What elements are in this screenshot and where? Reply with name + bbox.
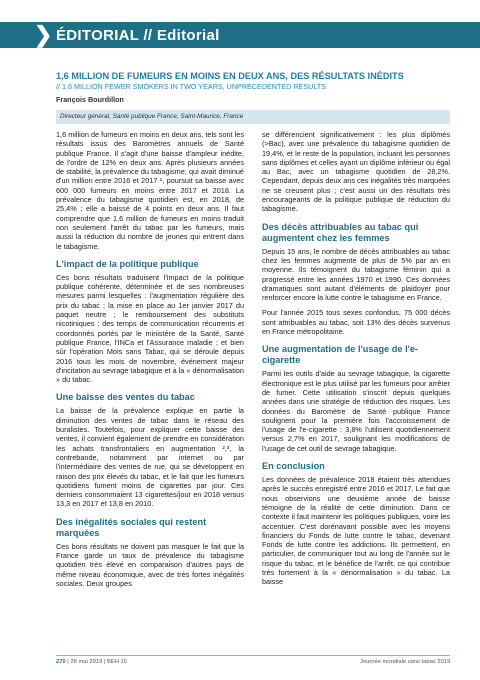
right-column: [262, 130, 450, 587]
paragraph: Parmi les outils d'aide au sevrage tabagique, la cigarette électronique est le plus utilisé par les fumeurs pour arrêter de fumer. Cette utilisation s'inscrit depuis quelques années dans une stratégie de réduction des risques. Les données du Baromètre de Santé publique France soulignent pour la première fois l'accroissement de l'usage de l'e-cigarette : 3,8% l'utilisent quotidiennement versus 2,7% en 2017, soulignant les modifications de l'usage de cet outil de sevrage tabagique.: [262, 369, 450, 453]
issue-info: | 28 mai 2019 | BEH 15: [67, 659, 128, 665]
paragraph: 1,6 million de fumeurs en moins en deux ans, tels sont les résultats issus des Baromètres annuels de Santé publique France. Il s'agit d'une baisse d'ampleur inédite, de l'ordre de 12% en deux ans. Après plusieurs années de stabilité, la prévalence du tabagisme, qui avait diminué d'un million entre 2016 et 2017 ¹, poursuit sa baisse avec 600 000 fumeurs en moins entre 2017 et 2018. La prévalence du tabagisme quotidien est, en 2018, de 25,4% ; elle a baissé de 4 points en deux ans. Il faut comprendre que 1,6 million de fumeurs en moins traduit non seulement l'arrêt du tabac par les fumeurs, mais aussi la réduction du nombre de jeunes qui entrent dans le tabagisme.: [56, 130, 244, 251]
paragraph: Les données de prévalence 2018 étaient très attendues après le succès enregistré entre 2016 et 2017. Le fait que nous observions une deuxième année de baisse témoigne de la réalité de cette diminution. Dans ce contexte il faut maintenir les politiques publiques, voire les accentuer. C'est dorénavant possible avec les moyens financiers du Fonds de lutte contre le tabac, devenant Fonds de lutte contre les addictions. Ils permettent, en particulier, de communiquer tout au long de l'année sur le risque du tabac, et le bénéfice de l'arrêt, ce qui contribue très fortement à la « dénormalisation » du tabac. La baisse: [262, 475, 450, 587]
paragraph: se différencient significativement : les plus diplômés (>Bac), avec une prévalence du tabagisme quotidien de 19,4%, et le reste de la population, incluant les personnes sans diplômes et celles ayant un diplôme inférieur ou égal au Bac, avec un tabagisme quotidien de 28,2%. Cependant, depuis deux ans ces inégalités très marquées ne se creusent plus ; c'est aussi un des résultats très encourageants de la politique publique de réduction du tabagisme.: [262, 130, 450, 214]
author-affiliation: Directeur général, Santé publique France, Saint-Maurice, France: [60, 113, 244, 120]
paragraph: La baisse de la prévalence explique en partie la diminution des ventes de tabac dans le réseau des buralistes. Toutefois, pour expliquer cette baisse des ventes, il convient également de prendre en considération les achats transfrontaliers en augmentation ²,³, la contrebande, notamment par internet ou par l'intermédiaire des ventes de rue, qui se développent en raison des prix élevés du tabac, et le fait que les fumeurs quotidiens fument moins de cigarettes par jour. Ces derniers consommaient 13 cigarettes/jour en 2018 versus 13,3 en 2017 et 13,8 en 2010.: [56, 406, 244, 509]
left-column: [56, 130, 244, 588]
page-number: 270: [56, 659, 66, 665]
section-title: ÉDITORIAL // Editorial: [56, 27, 220, 44]
section-heading: Des inégalités sociales qui restent marquées: [56, 516, 207, 538]
article-title: 1,6 MILLION DE FUMEURS EN MOINS EN DEUX ANS, DES RÉSULTATS INÉDITS: [56, 71, 404, 81]
section-heading: Une augmentation de l'usage de l'e-cigarette: [262, 344, 418, 366]
section-heading: L'impact de la politique publique: [56, 258, 199, 269]
footer-journal: Journée mondiale sans tabac 2019: [360, 659, 451, 665]
paragraph: Depuis 15 ans, le nombre de décès attribuables au tabac chez les femmes augmente de plus de 5% par an en moyenne. Ils témoignent du tabagisme féminin qui a progressé entre les années 1970 et 1990. Ces données dramatiques sont autant d'éléments de plaidoyer pour renforcer encore la lutte contre le tabagisme en France.: [262, 246, 450, 303]
paragraph: Ces bons résultats ne doivent pas masquer le fait que la France garde un taux de prévalence du tabagisme quotidien très élevé en comparaison d'autres pays de même niveau économique, avec de très fortes inégalités sociales. Deux groupes: [56, 541, 244, 588]
section-heading: Une baisse des ventes du tabac: [56, 392, 195, 403]
section-heading: Des décès attribuables au tabac qui augmentent chez les femmes: [262, 221, 419, 243]
footer-divider: [56, 655, 450, 656]
section-heading: En conclusion: [262, 461, 325, 472]
author-name: François Bourdillon: [56, 95, 124, 104]
article-subtitle: // 1.6 MILLION FEWER SMOKERS IN TWO YEARS, UNPRECEDENTED RESULTS: [56, 82, 326, 91]
footer-issue: [56, 659, 127, 665]
chevron-right-icon: ❯: [34, 22, 53, 47]
paragraph: Ces bons résultats traduisent l'impact de la politique publique cohérente, déterminée et de ses nombreuses mesures parmi lesquelles : l'augmentation régulière des prix du tabac ; la mise en place au 1er janvier 2017 du paquet neutre ; le remboursement des substituts nicotiniques ; des temps de communication récurrents et coordonnés portés par le ministère de la Santé, Santé publique France, l'INCa et l'Assurance maladie ; et bien sûr l'opération Mois sans Tabac, qui se déroule depuis 2016 tous les mois de novembre, événement majeur d'incitation au sevrage tabagique et à la « dénormalisation » du tabac.: [56, 272, 244, 385]
paragraph: Pour l'année 2015 tous sexes confondus, 75 000 décès sont attribuables au tabac, soit 13% des décès survenus en France métropolitaine.: [262, 308, 450, 337]
